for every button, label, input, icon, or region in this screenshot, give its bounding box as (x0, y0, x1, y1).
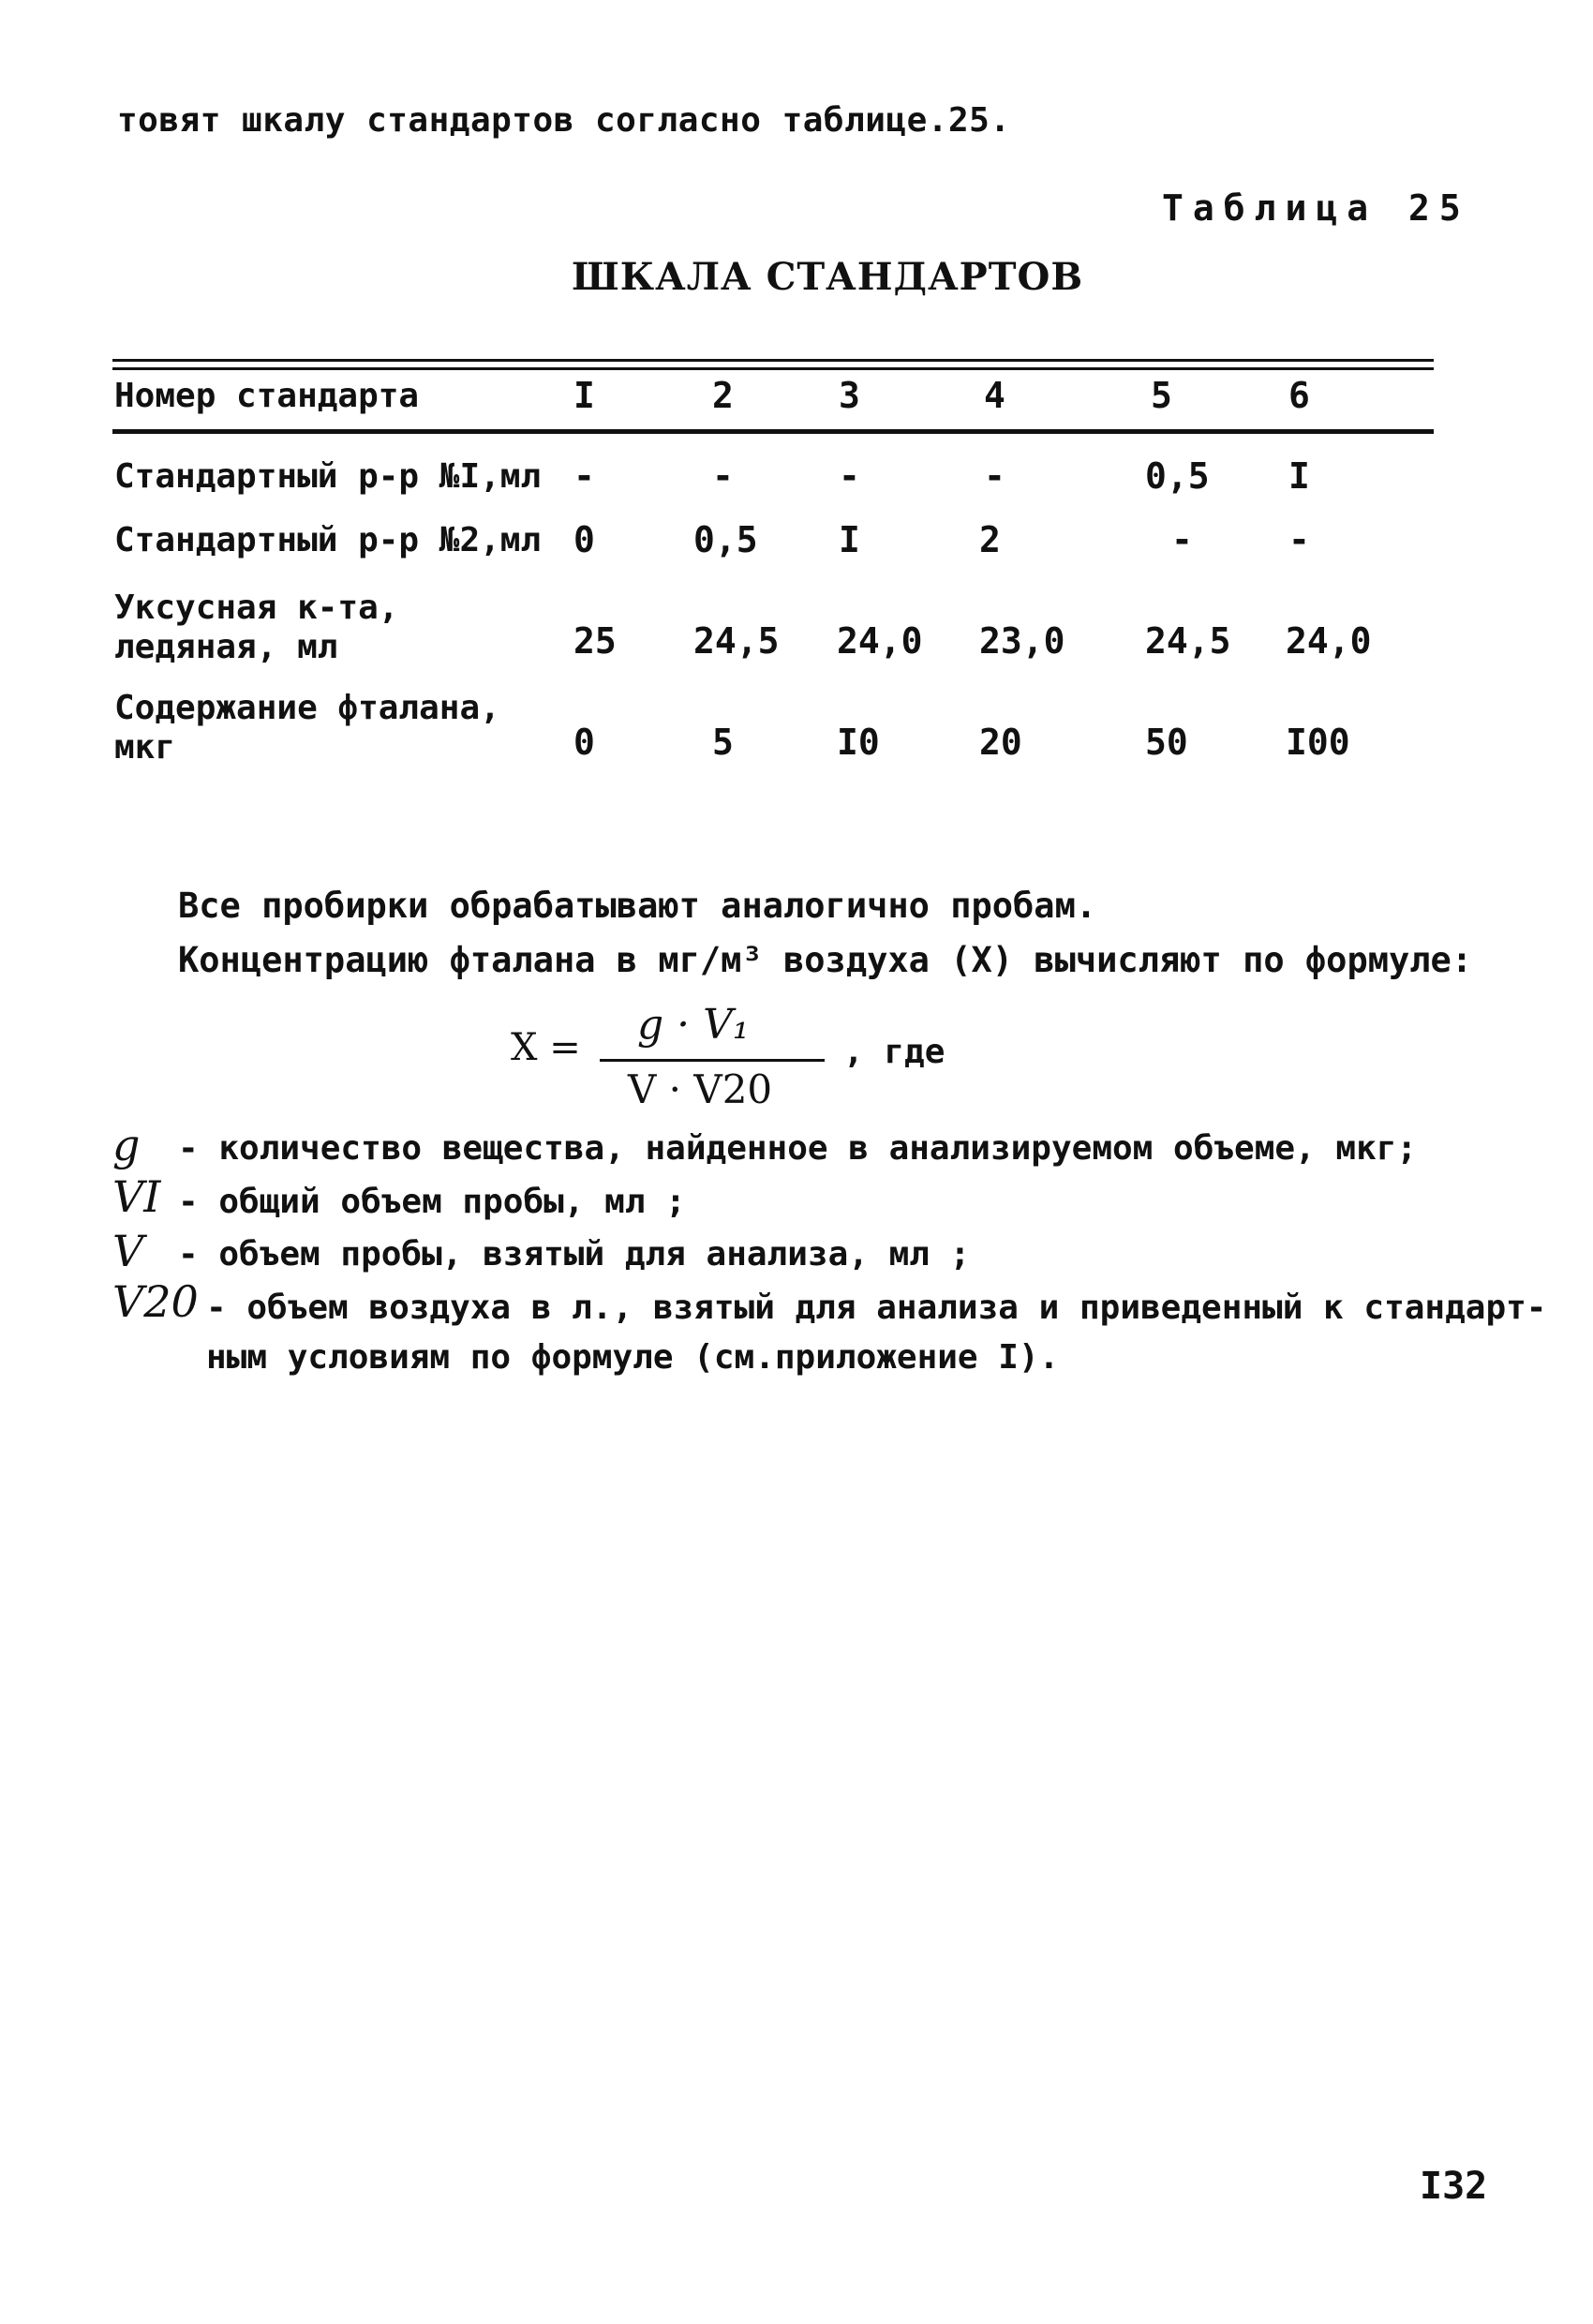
legend-text: - объем пробы, взятый для анализа, мл ; (178, 1235, 971, 1274)
table-cell: 0,5 (1145, 455, 1210, 497)
table-cell: 2 (979, 519, 1001, 560)
table-row-label: Стандартный р-р №I,мл (114, 457, 542, 496)
table-row-label: Содержание фталана, мкг (114, 689, 500, 767)
table-cell: 24,5 (693, 620, 780, 662)
table-cell: 25 (573, 620, 617, 662)
formula-numerator: g · V₁ (637, 1001, 750, 1049)
table-header-col: 2 (712, 375, 734, 416)
table-header-col: 4 (984, 375, 1005, 416)
table-cell: 5 (712, 722, 734, 763)
table-cell: - (712, 455, 734, 497)
table-cell: - (984, 455, 1005, 497)
legend-symbol: g (112, 1120, 141, 1170)
table-cell: - (1288, 519, 1310, 560)
page-number: I32 (1420, 2165, 1488, 2208)
table-top-rule-second (112, 367, 1434, 370)
table-cell: - (1171, 519, 1193, 560)
table-header-col: 5 (1151, 375, 1172, 416)
legend-symbol: V20 (112, 1276, 199, 1327)
table-header-col: 3 (839, 375, 860, 416)
paragraph: Концентрацию фталана в мг/м³ воздуха (X) вычисляют по формуле: (178, 940, 1473, 980)
table-row-label: Стандартный р-р №2,мл (114, 521, 542, 559)
table-cell: I00 (1286, 722, 1350, 763)
table-header-rule (112, 429, 1434, 434)
table-cell: 23,0 (979, 620, 1065, 662)
table-cell: I (1288, 455, 1310, 497)
paragraph: Все пробирки обрабатывают аналогично пробам. (178, 886, 1097, 926)
legend-symbol: VI (112, 1171, 161, 1222)
table-cell: 0 (573, 519, 595, 560)
formula-fraction-bar (600, 1059, 825, 1062)
table-cell: I (839, 519, 860, 560)
intro-text: товят шкалу стандартов согласно таблице.25. (117, 101, 1011, 140)
legend-text: - объем воздуха в л., взятый для анализа и приведенный к стандарт- (206, 1289, 1547, 1327)
table-title: ШКАЛА СТАНДАРТОВ (572, 255, 1084, 299)
formula-lhs: X = (511, 1026, 581, 1069)
table-cell: - (839, 455, 860, 497)
legend-symbol: V (112, 1226, 144, 1276)
table-cell: 0,5 (693, 519, 758, 560)
table-top-rule-left (112, 359, 398, 362)
table-top-rule-right (398, 359, 1434, 362)
table-header-col: 6 (1288, 375, 1310, 416)
table-cell: 20 (979, 722, 1022, 763)
legend-text: - общий объем пробы, мл ; (178, 1183, 686, 1221)
legend-text: - количество вещества, найденное в анализируемом объеме, мкг; (178, 1129, 1418, 1168)
table-cell: 50 (1145, 722, 1188, 763)
table-header-label: Номер стандарта (114, 377, 420, 415)
formula-suffix: , где (843, 1033, 945, 1071)
table-cell: 0 (573, 722, 595, 763)
table-cell: I0 (837, 722, 880, 763)
formula-denominator: V · V20 (628, 1066, 773, 1112)
table-header-col: I (573, 375, 595, 416)
table-cell: - (573, 455, 595, 497)
table-cell: 24,0 (837, 620, 923, 662)
table-cell: 24,0 (1286, 620, 1372, 662)
table-row-label: Уксусная к-та, ледяная, мл (114, 588, 399, 666)
table-cell: 24,5 (1145, 620, 1231, 662)
table-label: Таблица 25 (1162, 187, 1470, 229)
legend-continuation: ным условиям по формуле (см.приложение I). (206, 1338, 1060, 1377)
